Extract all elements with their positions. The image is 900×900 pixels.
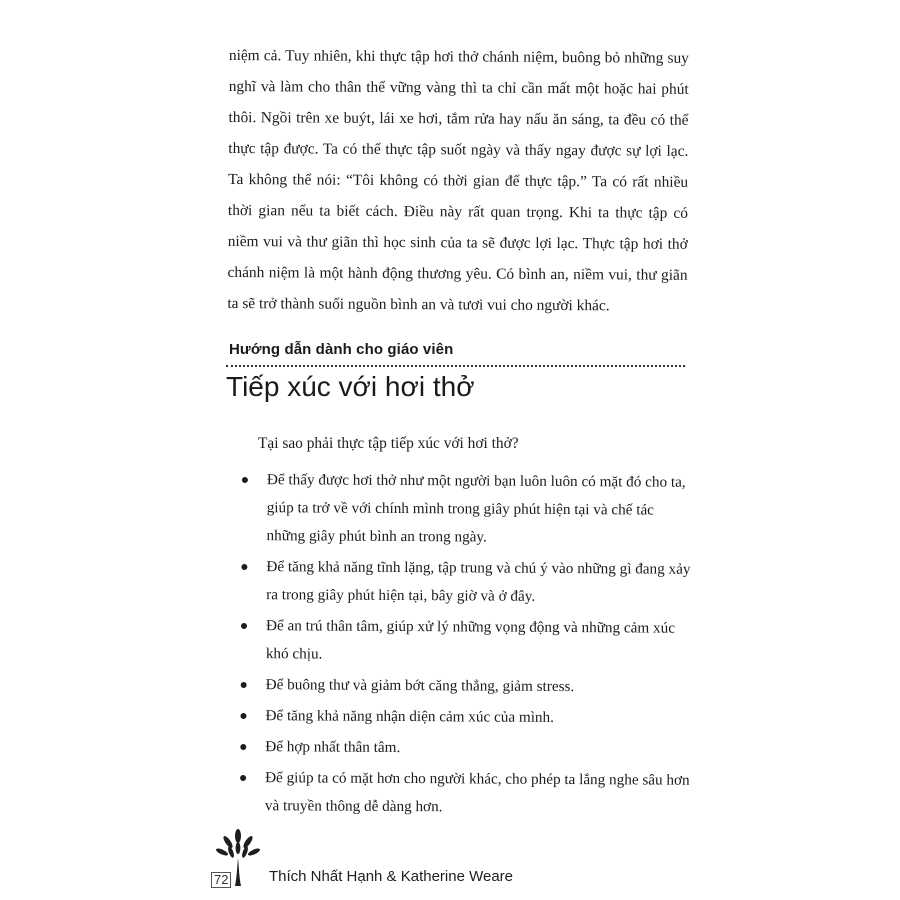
list-item-text: Để hợp nhất thân tâm. bbox=[265, 738, 401, 756]
list-item bbox=[237, 612, 692, 671]
list-item-text: Để thấy được hơi thở như một người bạn luôn luôn có mặt đó cho ta, giúp ta trở về với chính mình trong giây phút hiện tại và chế tác những giây phút bình an trong ngày. bbox=[266, 471, 686, 546]
bullet-icon bbox=[242, 477, 248, 483]
bullet-icon bbox=[240, 744, 246, 750]
list-item-text: Để buông thư và giảm bớt căng thẳng, giảm stress. bbox=[265, 676, 575, 696]
bullet-icon bbox=[241, 564, 247, 570]
list-item bbox=[236, 702, 691, 733]
bullet-icon bbox=[240, 775, 246, 781]
list-item bbox=[236, 764, 691, 823]
page-number: 72 bbox=[211, 872, 231, 888]
section-label: Hướng dẫn dành cho giáo viên bbox=[229, 341, 454, 358]
bullet-icon bbox=[241, 623, 247, 629]
footer-authors: Thích Nhất Hạnh & Katherine Weare bbox=[269, 868, 514, 885]
bullet-icon bbox=[240, 713, 246, 719]
section-question: Tại sao phải thực tập tiếp xúc với hơi thở? bbox=[258, 435, 519, 452]
list-item bbox=[237, 553, 692, 612]
page-footer bbox=[205, 828, 725, 888]
list-item bbox=[237, 671, 692, 702]
intro-paragraph: niệm cả. Tuy nhiên, khi thực tập hơi thở chánh niệm, buông bỏ những suy nghĩ và làm cho thân thể vững vàng thì ta chỉ cần mất một hoặc hai phút thôi. Ngồi trên xe buýt, lái xe hơi, tắm rửa hay nấu ăn sáng, ta đều có thể thực tập được. Ta có thể thực tập suốt ngày và thấy ngay được sự lợi lạc. Ta không thể nói: “Tôi không có thời gian để thực tập.” Ta có rất nhiều thời gian nếu ta biết cách. Điều này rất quan trọng. Khi ta thực tập có niềm vui và thư giãn thì học sinh của ta sẽ được lợi lạc. Thực tập hơi thở chánh niệm là một hành động thương yêu. Có bình an, niềm vui, thư giãn ta sẽ trở thành suối nguồn bình an và tươi vui cho người khác. bbox=[227, 46, 689, 315]
reasons-list bbox=[236, 466, 693, 826]
bullet-icon bbox=[241, 682, 247, 688]
list-item-text: Để giúp ta có mặt hơn cho người khác, cho phép ta lắng nghe sâu hơn và truyền thông dễ dàng hơn. bbox=[264, 769, 690, 816]
list-item-text: Để an trú thân tâm, giúp xử lý những vọng động và những cảm xúc khó chịu. bbox=[265, 617, 676, 663]
section-title: Tiếp xúc với hơi thở bbox=[226, 371, 475, 402]
list-item bbox=[236, 733, 691, 764]
dotted-divider bbox=[226, 365, 685, 367]
list-item-text: Để tăng khả năng tĩnh lặng, tập trung và chú ý vào những gì đang xảy ra trong giây phút hiện tại, bây giờ và ở đây. bbox=[266, 558, 691, 605]
list-item-text: Để tăng khả năng nhận diện cảm xúc của mình. bbox=[265, 707, 554, 726]
list-item bbox=[237, 466, 693, 553]
